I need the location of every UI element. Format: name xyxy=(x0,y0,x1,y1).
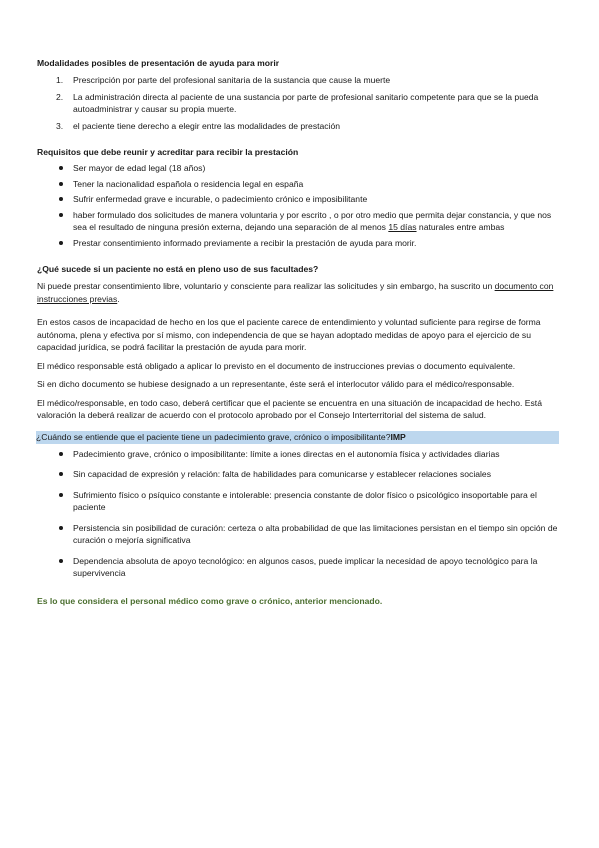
bullet-icon xyxy=(59,166,63,170)
list-item xyxy=(37,162,562,175)
list-item xyxy=(37,193,562,206)
item-text: Ser mayor de edad legal (18 años) xyxy=(73,163,206,173)
list-item xyxy=(37,237,562,250)
requisitos-list xyxy=(37,162,562,249)
bullet-icon xyxy=(59,472,63,476)
bullet-icon xyxy=(59,493,63,497)
paragraph: En estos casos de incapacidad de hecho en los que el paciente carece de entendimiento y voluntad suficiente para regirse de forma autónoma, plena y efectiva por sí mismo, con independencia de que se hayan adoptado medidas de apoyo para el ejercicio de su capacidad jurídica, se podrá facilitar la prestación de ayuda para morir. xyxy=(37,317,541,352)
bullet-icon xyxy=(59,452,63,456)
paragraph: El médico responsable está obligado a aplicar lo previsto en el documento de instrucciones previas o documento equivalente. xyxy=(37,360,516,371)
item-text: Prestar consentimiento informado previamente a recibir la prestación de ayuda para morir. xyxy=(73,237,417,248)
list-item xyxy=(37,489,562,514)
question-text: ¿Cuándo se entiende que el paciente tiene un padecimiento grave, crónico o imposibilitante? xyxy=(36,431,391,442)
item-text: Persistencia sin posibilidad de curación: certeza o alta probabilidad de que las limitaciones persistan en el tiempo sin opción de curación o mejoría significativa xyxy=(73,522,558,545)
item-text: Dependencia absoluta de apoyo tecnológico: en algunos casos, puede implicar la necesidad de apoyo tecnológico para la supervivencia xyxy=(73,555,538,578)
section-heading-modalidades: Modalidades posibles de presentación de ayuda para morir xyxy=(37,58,280,68)
paragraph: El médico/responsable, en todo caso, deberá certificar que el paciente se encuentra en una situación de incapacidad de hecho. Está valoración la deberá realizar de acuerdo con el protocolo aprobado por el Consejo Interterritorial del sistema de salud. xyxy=(37,397,542,420)
item-text: Prescripción por parte del profesional sanitaria de la sustancia que cause la muerte xyxy=(73,75,391,85)
bullet-icon xyxy=(59,213,63,217)
paragraph: Si en dicho documento se hubiese designado a un representante, éste será el interlocutor válido para el médico/responsable. xyxy=(37,379,515,389)
paragraph xyxy=(37,280,562,305)
item-text: Tener la nacionalidad española o residencia legal en españa xyxy=(73,178,304,189)
item-text: haber formulado dos solicitudes de manera voluntaria y por escrito , o por otro medio que permita dejar constancia, y que nos sea el resultado de ninguna presión externa, dejando una separación de al menos xyxy=(73,209,552,232)
closing-note: Es lo que considera el personal médico como grave o crónico, anterior mencionado. xyxy=(37,595,383,606)
item-number: 1. xyxy=(56,75,64,85)
paragraph-text: Ni puede prestar consentimiento libre, voluntario y consciente para realizar las solicitudes y sin embargo, ha suscrito un xyxy=(37,281,495,291)
list-item xyxy=(37,522,562,547)
list-item xyxy=(37,555,562,580)
item-text: Sin capacidad de expresión y relación: falta de habilidades para comunicarse y establecer relaciones sociales xyxy=(73,469,491,479)
instrucciones-link-text: documento con instrucciones previas xyxy=(37,281,554,304)
bullet-icon xyxy=(59,241,63,245)
list-item xyxy=(37,448,562,461)
item-number: 3. xyxy=(56,120,64,131)
item-text: Sufrimiento físico o psíquico constante e intolerable: presencia constante de dolor físico o psicológico insoportable para el paciente xyxy=(73,489,537,512)
list-item xyxy=(37,209,562,234)
highlighted-question xyxy=(36,431,559,444)
bullet-icon xyxy=(59,182,63,186)
bullet-icon xyxy=(59,197,63,201)
imp-tag: IMP xyxy=(390,431,406,442)
list-item xyxy=(37,468,562,481)
underlined-text: 15 días xyxy=(388,222,417,232)
list-item xyxy=(37,91,562,116)
item-text: La administración directa al paciente de una sustancia por parte de profesional sanitario competente para que se la pueda autoadministrar y causar su propia muerte. xyxy=(73,91,539,114)
section-heading-requisitos: Requisitos que debe reunir y acreditar para recibir la prestación xyxy=(37,147,299,157)
section-heading-facultades: ¿Qué sucede si un paciente no está en pleno uso de sus facultades? xyxy=(37,264,319,274)
list-item xyxy=(37,178,562,191)
bullet-icon xyxy=(59,526,63,530)
item-text: Padecimiento grave, crónico o imposibilitante: límite a iones directas en el autonomía física y actividades diarias xyxy=(73,448,500,459)
item-text: el paciente tiene derecho a elegir entre las modalidades de prestación xyxy=(73,120,341,131)
paragraph-text: . xyxy=(117,293,120,304)
list-item xyxy=(37,74,562,87)
document-page xyxy=(37,57,562,607)
item-text: Sufrir enfermedad grave e incurable, o padecimiento crónico e imposibilitante xyxy=(73,194,368,204)
item-text: naturales entre ambas xyxy=(416,222,505,232)
bullet-icon xyxy=(59,559,63,563)
padecimiento-list xyxy=(37,448,562,580)
modalidades-list xyxy=(37,74,562,132)
item-number: 2. xyxy=(56,91,64,102)
list-item xyxy=(37,120,562,133)
